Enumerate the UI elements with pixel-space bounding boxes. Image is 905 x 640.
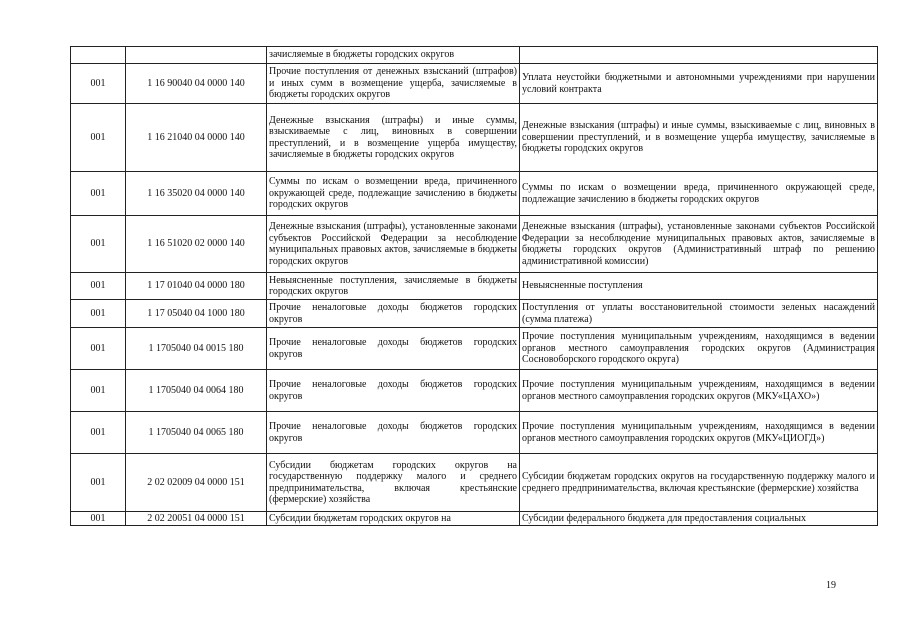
admin-code-cell: 001 — [71, 328, 126, 370]
budget-code-cell: 1 16 35020 04 0000 140 — [126, 172, 267, 216]
budget-code-cell: 1 16 21040 04 0000 140 — [126, 104, 267, 172]
revenue-name-cell: Денежные взыскания (штрафы), установленные законами субъектов Российской Федерации за несоблюдение муниципальных правовых актов, зачисляемые в бюджеты городских округов — [267, 216, 520, 273]
table-row — [71, 454, 878, 512]
budget-code-cell: 1 1705040 04 0064 180 — [126, 370, 267, 412]
table-row — [71, 104, 878, 172]
budget-code-cell: 2 02 02009 04 0000 151 — [126, 454, 267, 512]
table-row — [71, 328, 878, 370]
admin-code-cell: 001 — [71, 104, 126, 172]
revenue-name-cell: зачисляемые в бюджеты городских округов — [267, 47, 520, 64]
revenue-name-cell: Суммы по искам о возмещении вреда, причиненного окружающей среде, подлежащие зачислению в бюджеты городских округов — [267, 172, 520, 216]
admin-code-cell: 001 — [71, 172, 126, 216]
admin-code-cell: 001 — [71, 273, 126, 300]
admin-code-cell: 001 — [71, 370, 126, 412]
budget-code-cell: 1 17 01040 04 0000 180 — [126, 273, 267, 300]
budget-revenue-table — [70, 46, 878, 526]
revenue-description-cell: Поступления от уплаты восстановительной стоимости зеленых насаждений (сумма платежа) — [520, 300, 878, 328]
admin-code-cell: 001 — [71, 300, 126, 328]
revenue-description-cell: Прочие поступления муниципальным учреждениям, находящимся в ведении органов местного самоуправления городских округов (МКУ«ЦАХО») — [520, 370, 878, 412]
revenue-name-cell: Прочие поступления от денежных взысканий (штрафов) и иных сумм в возмещение ущерба, зачисляемые в бюджеты городских округов — [267, 64, 520, 104]
budget-code-cell — [126, 47, 267, 64]
budget-code-cell: 1 1705040 04 0065 180 — [126, 412, 267, 454]
budget-code-cell: 1 16 51020 02 0000 140 — [126, 216, 267, 273]
revenue-description-cell: Невыясненные поступления — [520, 273, 878, 300]
budget-code-cell: 1 1705040 04 0015 180 — [126, 328, 267, 370]
revenue-description-cell: Денежные взыскания (штрафы) и иные суммы, взыскиваемые с лиц, виновных в совершении преступлений, и в возмещение ущерба имуществу, зачисляемые в бюджеты городских округов — [520, 104, 878, 172]
revenue-description-cell: Денежные взыскания (штрафы), установленные законами субъектов Российской Федерации за несоблюдение муниципальных правовых актов, зачисляемые в бюджеты городских округов (Административный штраф по решению административной комиссии) — [520, 216, 878, 273]
revenue-name-cell: Субсидии бюджетам городских округов на государственную поддержку малого и среднего предпринимательства, включая крестьянские (фермерские) хозяйства — [267, 454, 520, 512]
admin-code-cell: 001 — [71, 454, 126, 512]
budget-code-cell: 1 16 90040 04 0000 140 — [126, 64, 267, 104]
admin-code-cell — [71, 47, 126, 64]
revenue-name-cell: Денежные взыскания (штрафы) и иные суммы, взыскиваемые с лиц, виновных в совершении преступлений, и в возмещение ущерба имуществу, зачисляемые в бюджеты городских округов — [267, 104, 520, 172]
budget-code-cell: 2 02 20051 04 0000 151 — [126, 512, 267, 526]
table-row — [71, 412, 878, 454]
revenue-description-cell: Суммы по искам о возмещении вреда, причиненного окружающей среде, подлежащие зачислению в бюджеты городских округов — [520, 172, 878, 216]
table-row — [71, 64, 878, 104]
revenue-name-cell: Прочие неналоговые доходы бюджетов городских округов — [267, 300, 520, 328]
revenue-description-cell: Прочие поступления муниципальным учреждениям, находящимся в ведении органов местного самоуправления городских округов (Администрация Сосновоборского городского округа) — [520, 328, 878, 370]
table-row — [71, 172, 878, 216]
revenue-name-cell: Прочие неналоговые доходы бюджетов городских округов — [267, 328, 520, 370]
admin-code-cell: 001 — [71, 216, 126, 273]
revenue-description-cell: Субсидии федерального бюджета для предоставления социальных — [520, 512, 878, 526]
table-row — [71, 300, 878, 328]
revenue-description-cell: Уплата неустойки бюджетными и автономными учреждениями при нарушении условий контракта — [520, 64, 878, 104]
revenue-name-cell: Прочие неналоговые доходы бюджетов городских округов — [267, 412, 520, 454]
admin-code-cell: 001 — [71, 412, 126, 454]
admin-code-cell: 001 — [71, 512, 126, 526]
table-row — [71, 512, 878, 526]
table-row — [71, 216, 878, 273]
page-number: 19 — [826, 580, 836, 591]
revenue-name-cell: Невыясненные поступления, зачисляемые в бюджеты городских округов — [267, 273, 520, 300]
budget-code-cell: 1 17 05040 04 1000 180 — [126, 300, 267, 328]
revenue-name-cell: Субсидии бюджетам городских округов на — [267, 512, 520, 526]
table-row — [71, 47, 878, 64]
table-row — [71, 370, 878, 412]
revenue-description-cell — [520, 47, 878, 64]
revenue-description-cell: Прочие поступления муниципальным учреждениям, находящимся в ведении органов местного самоуправления городских округов (МКУ«ЦИОГД») — [520, 412, 878, 454]
admin-code-cell: 001 — [71, 64, 126, 104]
revenue-name-cell: Прочие неналоговые доходы бюджетов городских округов — [267, 370, 520, 412]
table-row — [71, 273, 878, 300]
revenue-description-cell: Субсидии бюджетам городских округов на государственную поддержку малого и среднего предпринимательства, включая крестьянские (фермерские) хозяйства — [520, 454, 878, 512]
